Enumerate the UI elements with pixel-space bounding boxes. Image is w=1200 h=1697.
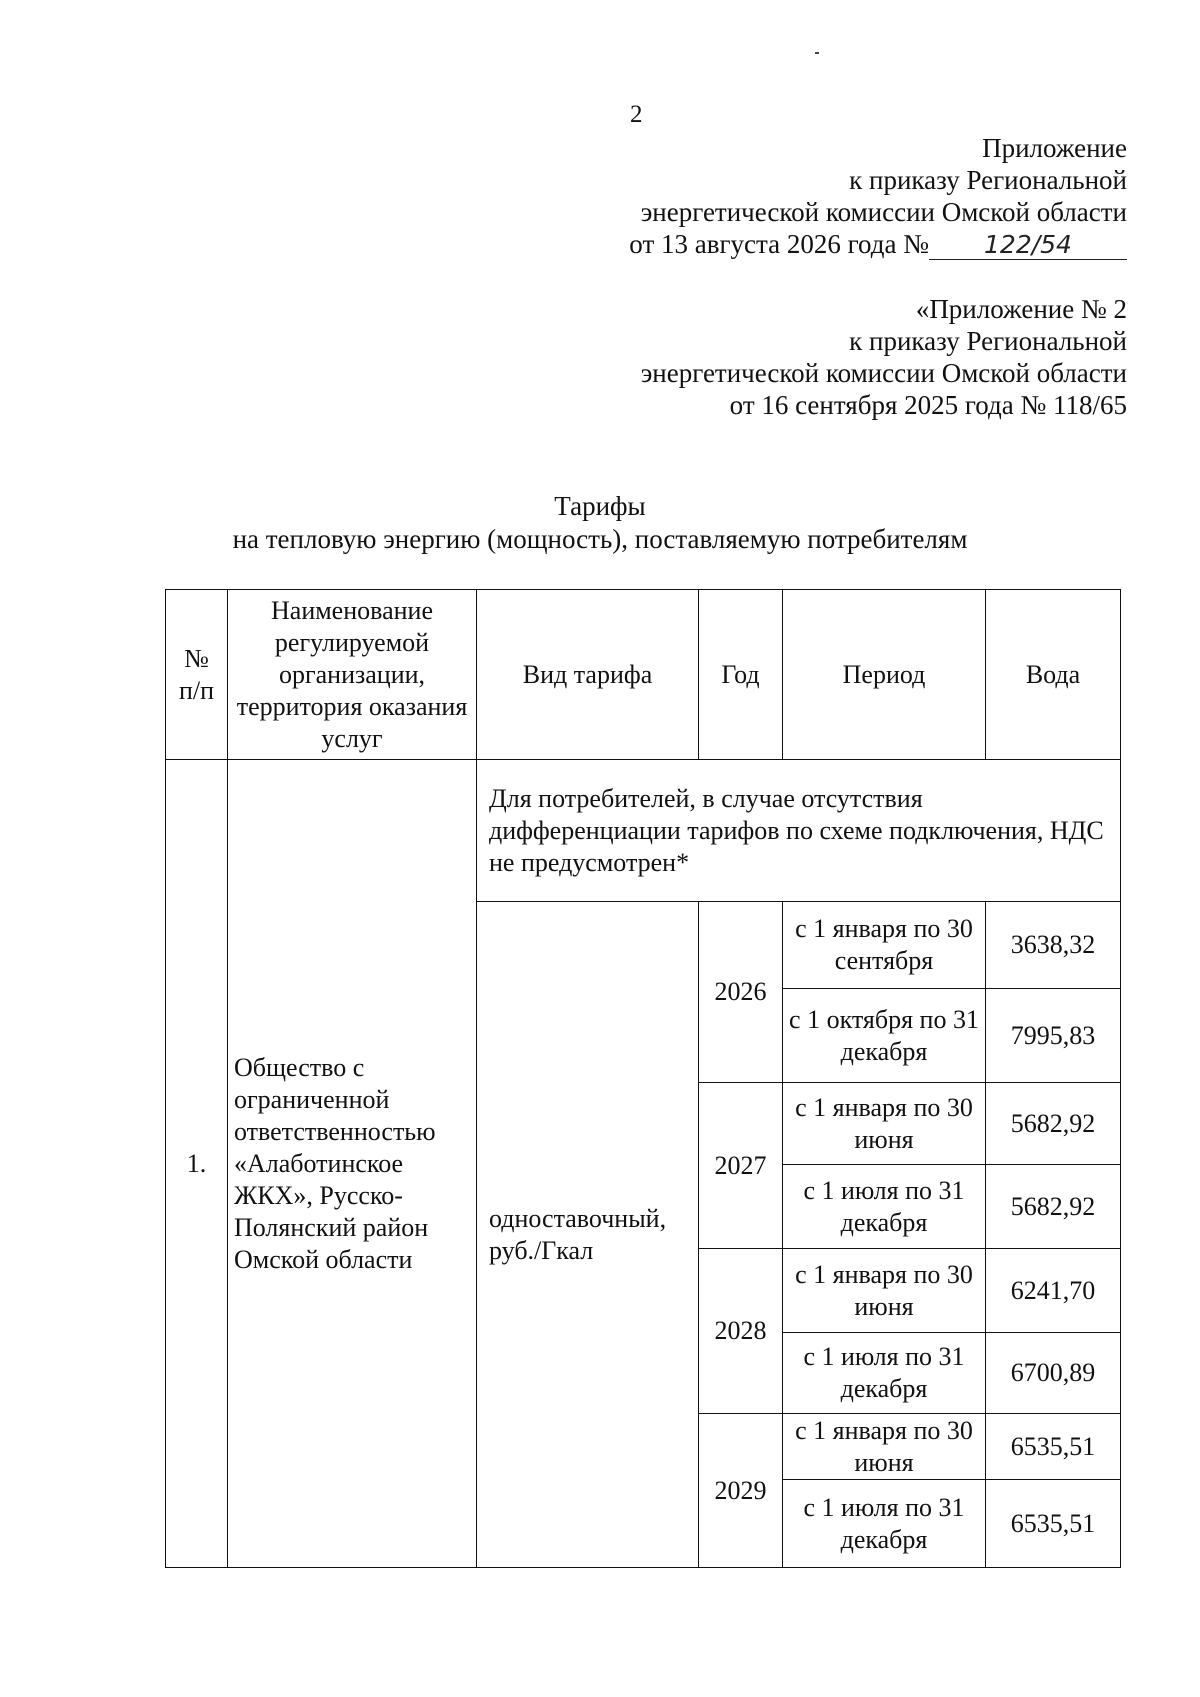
document-title (0, 490, 1200, 556)
period-cell: с 1 января по 30 июня (783, 1249, 986, 1333)
water-value: 3638,32 (986, 902, 1121, 989)
organization-name: Общество с ограниченной ответственностью «Алаботинское ЖКХ», Русско-Полянский район Омской области (228, 760, 477, 1568)
amended-appendix-line: от 16 сентября 2025 года № 118/65 (729, 390, 1127, 420)
water-value: 7995,83 (986, 989, 1121, 1083)
water-value: 6700,89 (986, 1333, 1121, 1414)
page-number: 2 (630, 101, 643, 128)
appendix-date-prefix: от 13 августа 2026 года № (629, 229, 929, 259)
water-value: 5682,92 (986, 1083, 1121, 1165)
table-row (166, 760, 1121, 902)
appendix-header-line: энергетической комиссии Омской области (640, 197, 1127, 227)
tariff-table (165, 589, 1121, 1568)
year-cell: 2026 (699, 902, 783, 1083)
period-cell: с 1 июля по 31 декабря (783, 1333, 986, 1414)
amended-appendix-line: к приказу Региональной (849, 326, 1127, 356)
row-number: 1. (166, 760, 228, 1568)
period-cell: с 1 октября по 31 декабря (783, 989, 986, 1083)
header-period: Период (783, 590, 986, 760)
title-line-1: Тарифы (554, 491, 646, 521)
table-header-row (166, 590, 1121, 760)
header-num: № п/п (166, 590, 228, 760)
header-organization: Наименование регулируемой организации, территория оказания услуг (228, 590, 477, 760)
period-cell: с 1 июля по 31 декабря (783, 1165, 986, 1249)
water-value: 5682,92 (986, 1165, 1121, 1249)
tariff-type: одноставочный, руб./Гкал (477, 902, 699, 1568)
amended-appendix-line: энергетической комиссии Омской области (640, 358, 1127, 388)
appendix-header-line: Приложение (982, 133, 1127, 163)
appendix-date-line (629, 228, 1127, 260)
year-cell: 2027 (699, 1083, 783, 1249)
title-line-2: на тепловую энергию (мощность), поставляемую потребителям (232, 524, 968, 554)
water-value: 6535,51 (986, 1414, 1121, 1480)
appendix-header-line: к приказу Региональной (849, 165, 1127, 195)
header-tariff-type: Вид тарифа (477, 590, 699, 760)
water-value: 6241,70 (986, 1249, 1121, 1333)
year-cell: 2028 (699, 1249, 783, 1414)
scan-speck (815, 52, 819, 54)
year-cell: 2029 (699, 1414, 783, 1568)
consumer-note: Для потребителей, в случае отсутствия дифференциации тарифов по схеме подключения, НДС не предусмотрен* (477, 760, 1121, 902)
water-value: 6535,51 (986, 1480, 1121, 1568)
period-cell: с 1 января по 30 июня (783, 1083, 986, 1165)
appendix-header (629, 132, 1127, 260)
amended-appendix-header (641, 293, 1127, 421)
header-water: Вода (986, 590, 1121, 760)
period-cell: с 1 января по 30 июня (783, 1414, 986, 1480)
order-number-handwritten: 122/54 (929, 231, 1127, 260)
period-cell: с 1 января по 30 сентября (783, 902, 986, 989)
period-cell: с 1 июля по 31 декабря (783, 1480, 986, 1568)
header-year: Год (699, 590, 783, 760)
amended-appendix-line: «Приложение № 2 (915, 294, 1127, 324)
